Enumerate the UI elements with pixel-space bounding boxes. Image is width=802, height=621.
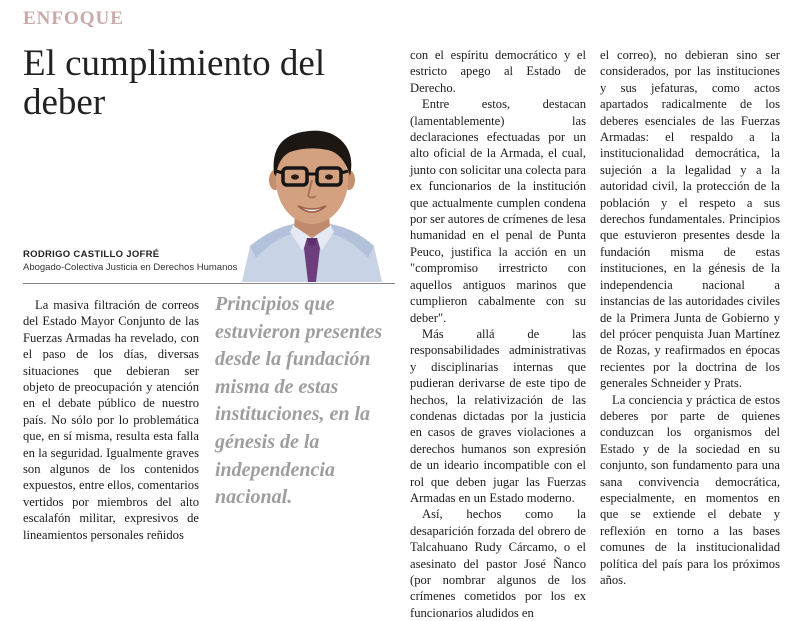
paragraph: Más allá de las responsabilidades administrativas y disciplinarias internas que pudieran derivarse de este tipo de hechos, la relativización de las condenas dictadas por la justicia en casos de graves violaciones a derechos humanos son expresión de un ideario incompatible con el rol que deben jugar las Fuerzas Armadas en un Estado moderno. (410, 326, 586, 505)
paragraph: Así, hechos como la desaparición forzada del obrero de Talcahuano Rudy Cárcamo, o el asesinato del pastor José Ñanco (por nombrar algunos de los crímenes cometidos por los ex funcionarios aludidos en (410, 507, 586, 620)
paragraph: La conciencia y práctica de estos deberes por parte de quienes conduzcan los organismos del Estado y de la sociedad en su conjunto, son fundamento para una sana convivencia democrática, especialmente, en momentos en que se extiende el debate y reflexión en torno a las bases comunes de la institucionalidad política del país para los próximos años. (600, 392, 780, 587)
section-tag: ENFOQUE (23, 8, 124, 29)
paragraph: Entre estos, destacan (lamentablemente) las declaraciones efectuadas por un alto oficial de la Armada, el cual, junto con solicitar una colecta para ex funcionarios de la institución que actualmente cumplen condena por ser autores de crímenes de lesa humanidad en el penal de Punta Peuco, justifica la acción en un "compromiso irrestricto con aquellos antiguos marinos que cumplieron cabalmente con su deber". (410, 97, 586, 325)
article-column-1 (23, 297, 199, 543)
byline-divider (23, 283, 395, 284)
pull-quote: Principios que estuvieron presentes desde la fundación misma de estas instituciones, en la génesis de la independencia nacional. (215, 293, 383, 509)
paragraph: La masiva filtración de correos del Estado Mayor Conjunto de las Fuerzas Armadas ha revelado, con el paso de los días, diversas situaciones que debieran ser objeto de preocupación y atención en el debate público de nuestro país. No sólo por lo problemática que, en sí misma, resulta esta falla en la seguridad. Igualmente graves son algunos de los contenidos expuestos, entre ellos, comentarios vertidos por miembros del alto escalafón militar, expresivos de lineamientos personales reñidos (23, 298, 199, 542)
author-role: Abogado-Colectiva Justicia en Derechos Humanos (23, 262, 238, 273)
author-portrait-illustration (232, 128, 392, 282)
article-column-2 (410, 47, 586, 621)
author-photo (232, 128, 392, 282)
paragraph-continued: el correo), no debieran sino ser considerados, por las instituciones y sus jefaturas, como actos apartados radicalmente de los deberes esenciales de las Fuerzas Armadas: el respaldo a la institucionalidad democrática, la sujeción a la legalidad y a la autoridad civil, la protección de la población y el respeto a sus derechos fundamentales. Principios que estuvieron presentes desde la fundación misma de estas instituciones, en la génesis de la independencia nacional a instancias de las autoridades civiles de la Primera Junta de Gobierno y del prócer penquista Juan Martínez de Rozas, y reafirmados en épocas recientes por la doctrina de los generales Schneider y Prats. (600, 48, 780, 391)
author-name: RODRIGO CASTILLO JOFRÉ (23, 249, 160, 260)
paragraph-continued: con el espíritu democrático y el estricto apego al Estado de Derecho. (410, 48, 586, 95)
headline: El cumplimiento del deber (23, 43, 326, 123)
article-column-3 (600, 47, 780, 588)
